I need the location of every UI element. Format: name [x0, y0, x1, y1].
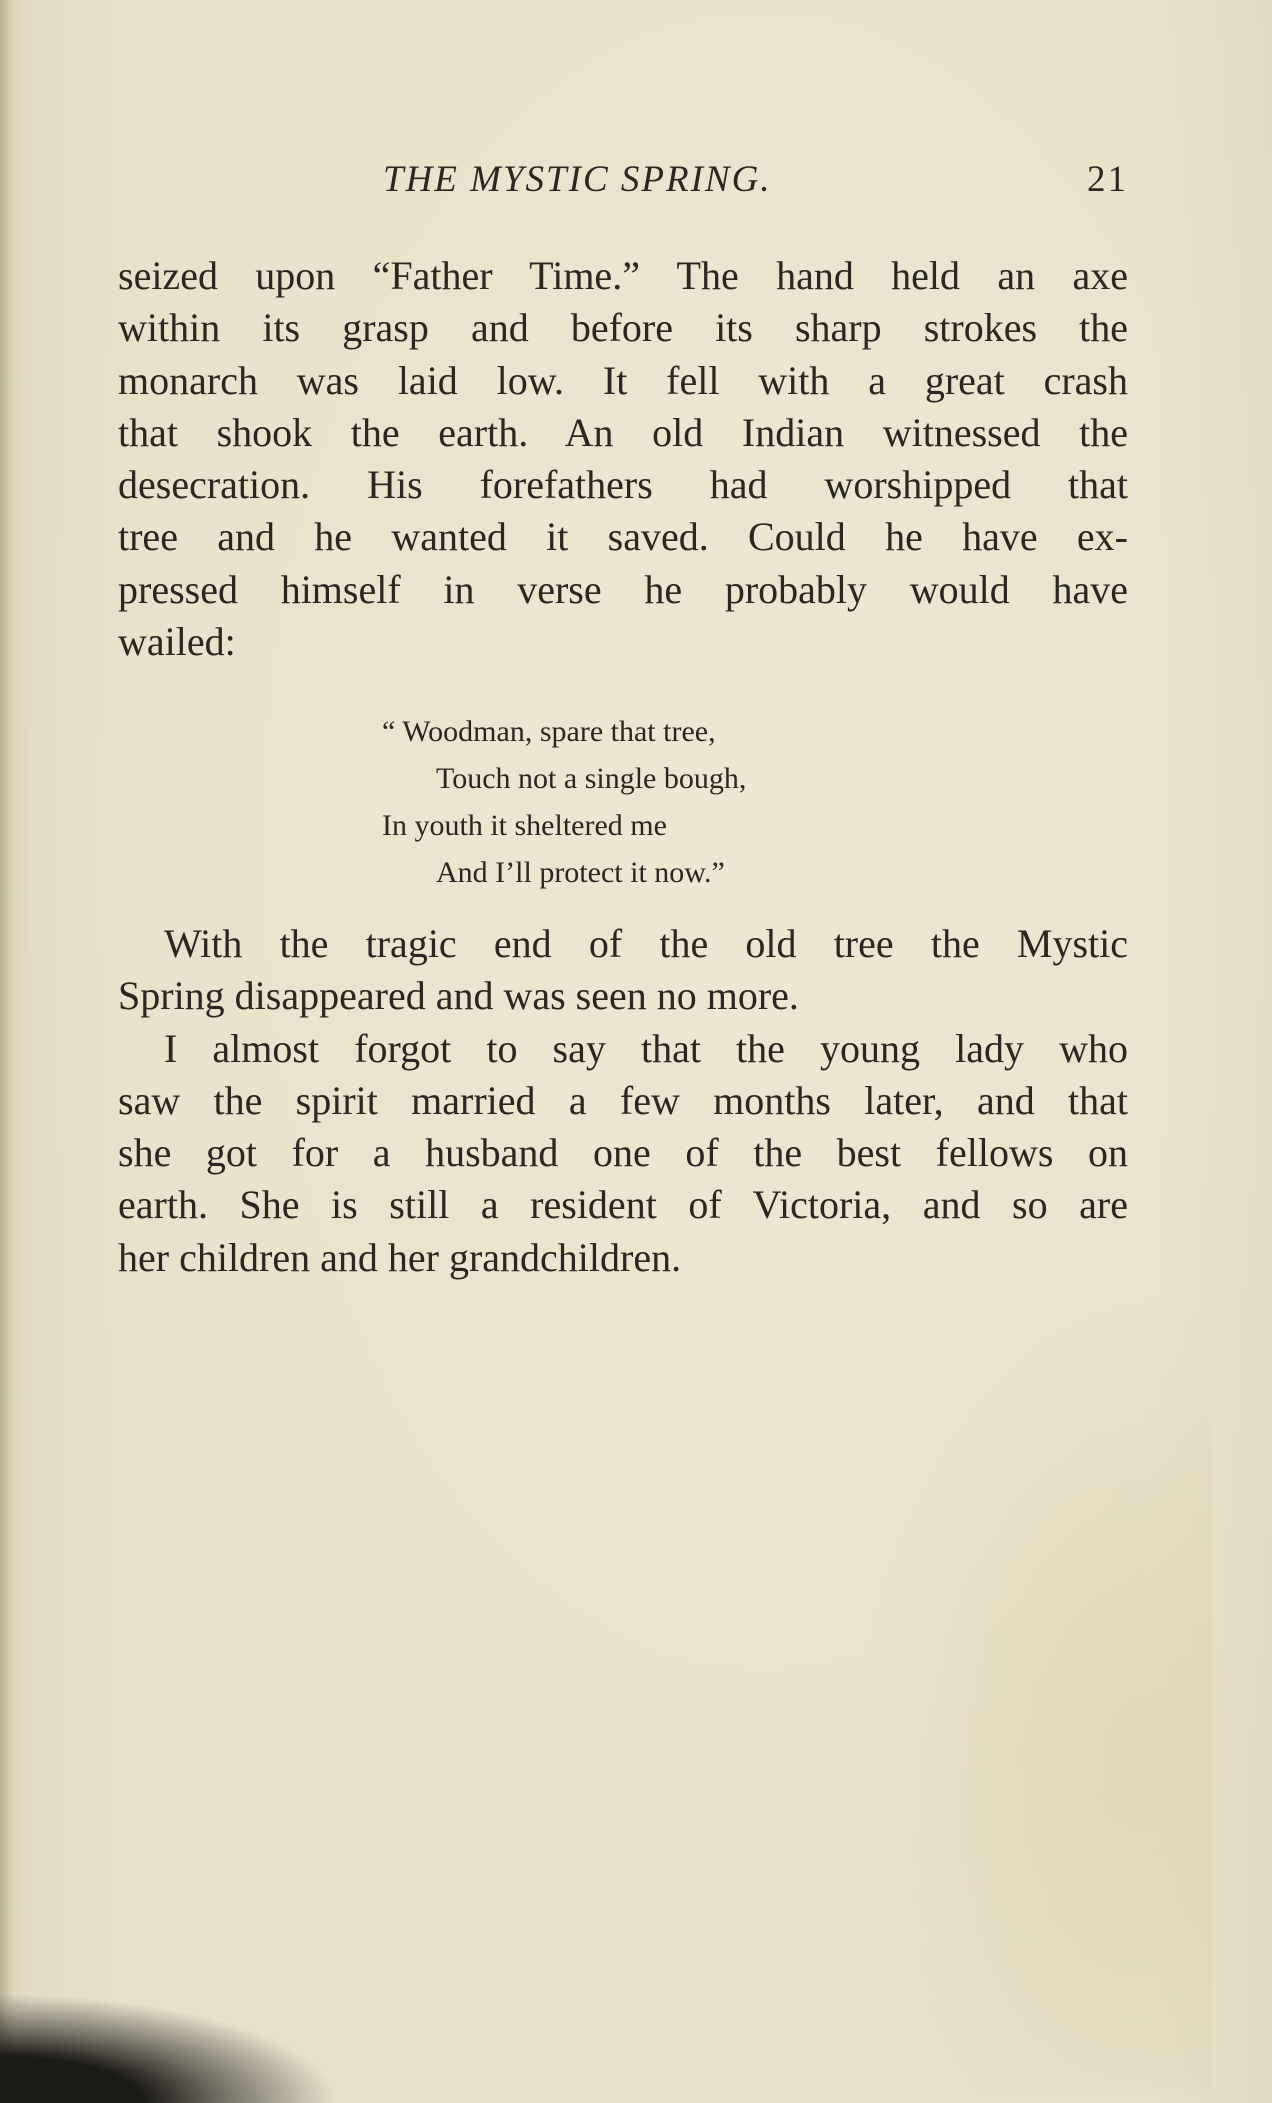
text-line: earth. She is still a resident of Victoria, and so are: [118, 1182, 1128, 1228]
text-line: pressed himself in verse he probably would have: [118, 566, 1128, 612]
text-line: seized upon “Father Time.” The hand held an axe: [118, 253, 1128, 298]
verse-quotation: [382, 708, 746, 896]
running-title: THE MYSTIC SPRING.: [383, 159, 772, 200]
paragraph-2: [118, 918, 1128, 1284]
text-line: she got for a husband one of the best fellows on: [118, 1130, 1128, 1176]
page-gutter-edge: [0, 0, 14, 2103]
verse-line: “ Woodman, spare that tree,: [382, 715, 716, 748]
paragraph-1: [118, 250, 1128, 668]
text-line: wailed:: [118, 619, 236, 665]
text-line: saw the spirit married a few months later, and that: [118, 1077, 1128, 1123]
text-line: I almost forgot to say that the young lady who: [164, 1025, 1128, 1071]
page-stain: [832, 1250, 1212, 2090]
verse-line: And I’ll protect it now.”: [436, 856, 725, 889]
text-line: monarch was laid low. It fell with a great crash: [118, 357, 1128, 403]
corner-shadow: [0, 1993, 340, 2103]
text-line: her children and her grandchildren.: [118, 1234, 682, 1280]
text-line: desecration. His forefathers had worshipped that: [118, 462, 1128, 508]
verse-line: Touch not a single bough,: [436, 762, 747, 795]
page-number: 21: [1087, 159, 1128, 200]
verse-line: In youth it sheltered me: [382, 809, 667, 842]
text-line: that shook the earth. An old Indian witnessed the: [118, 409, 1128, 455]
running-head: [168, 158, 1128, 208]
text-line: Spring disappeared and was seen no more.: [118, 973, 799, 1019]
text-line: tree and he wanted it saved. Could he have ex-: [118, 514, 1128, 560]
text-line: within its grasp and before its sharp strokes the: [118, 305, 1128, 351]
text-line: With the tragic end of the old tree the Mystic: [164, 921, 1128, 966]
